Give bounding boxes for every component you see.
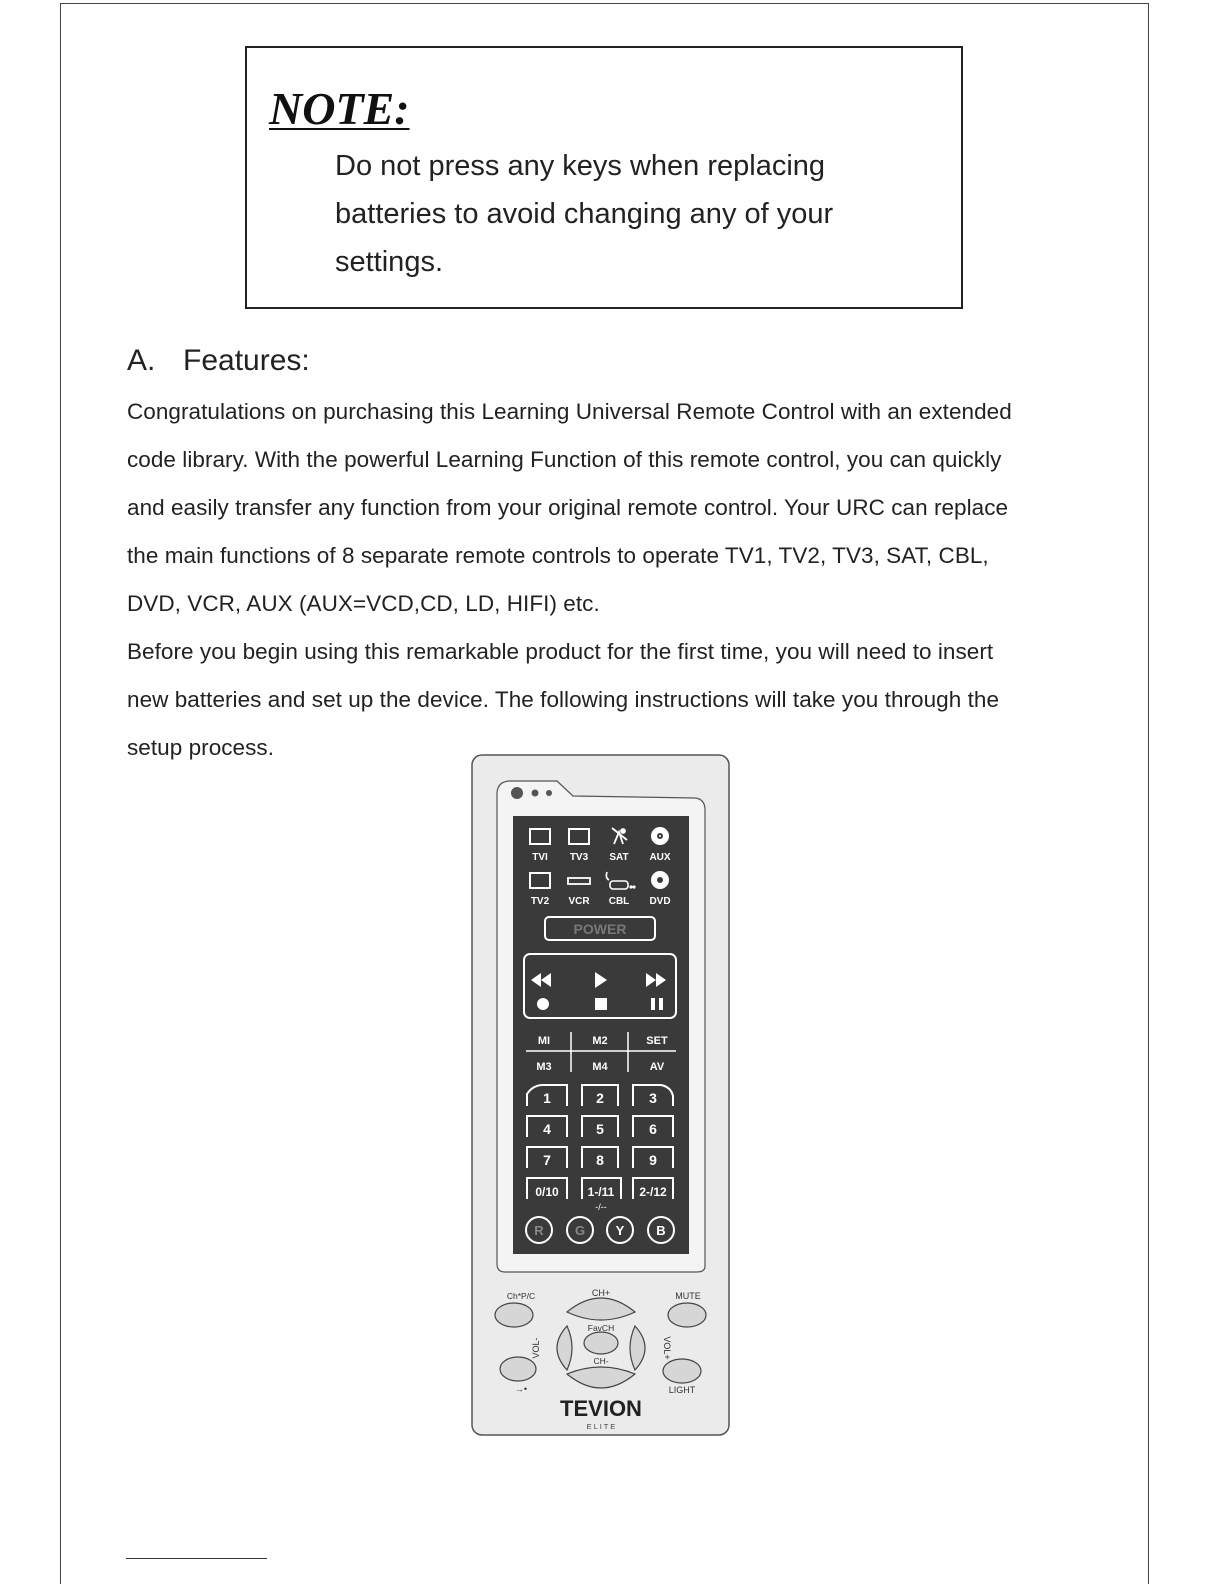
device-label: SAT: [609, 852, 629, 863]
note-line-2: batteries to avoid changing any of your: [335, 198, 834, 230]
color-key-label: R: [534, 1223, 544, 1238]
brand-logo: TEVION: [560, 1396, 642, 1421]
indicator-led-icon: [546, 790, 552, 796]
set-key: SET: [646, 1035, 668, 1047]
device-label: CBL: [608, 896, 630, 907]
digit-label: 2: [596, 1090, 604, 1106]
color-key-label: Y: [615, 1223, 625, 1238]
macro-key: MI: [537, 1035, 551, 1047]
macro-key: M3: [536, 1061, 552, 1073]
av-key: AV: [649, 1061, 665, 1073]
color-key-label: B: [656, 1223, 666, 1238]
paragraph-line: new batteries and set up the device. The following instructions will take you through the: [127, 687, 1000, 712]
note-title: NOTE:: [269, 83, 410, 134]
digit-label: 1: [543, 1090, 551, 1106]
pause-icon: [651, 998, 655, 1010]
power-label: POWER: [573, 921, 627, 937]
footnote-rule: [126, 1558, 267, 1559]
ch-plus-label: CH+: [591, 1288, 611, 1298]
page-border-right: [1148, 3, 1149, 1584]
digit-label: 4: [543, 1121, 551, 1137]
ch-minus-label: CH-: [593, 1356, 609, 1366]
mute-button: [668, 1303, 706, 1327]
macro-key: M2: [592, 1035, 608, 1047]
ch-pc-label: Ch*P/C: [506, 1291, 536, 1301]
note-line-1: Do not press any keys when replacing: [335, 150, 826, 182]
disc-icon: [651, 827, 669, 845]
digit-label: 9: [649, 1152, 657, 1168]
section-title: Features:: [183, 344, 310, 377]
paragraph-line: Before you begin using this remarkable product for the first time, you will need to insert: [127, 639, 994, 664]
pause-icon: [659, 998, 663, 1010]
paragraph-line: Congratulations on purchasing this Learning Universal Remote Control with an extended: [127, 399, 1012, 424]
special-key-label: 2-/12: [639, 1185, 667, 1199]
light-label: LIGHT: [668, 1385, 696, 1395]
paragraph-line: DVD, VCR, AUX (AUX=VCD,CD, LD, HIFI) etc.: [127, 591, 600, 616]
color-key-label: G: [574, 1223, 586, 1238]
note-line-3: settings.: [335, 246, 443, 278]
device-label: VCR: [568, 896, 590, 907]
section-number: A.: [127, 344, 156, 377]
device-label: TV2: [530, 896, 550, 907]
device-label: TV3: [569, 852, 589, 863]
favch-button: [584, 1332, 618, 1354]
page-border-left: [60, 3, 61, 1584]
remote-control-illustration: [471, 754, 731, 1437]
paragraph-line: and easily transfer any function from your original remote control. Your URC can replace: [127, 495, 1009, 520]
record-icon: [537, 998, 549, 1010]
device-label: AUX: [649, 852, 671, 863]
device-label: TVI: [532, 852, 548, 863]
special-key-label: 0/10: [535, 1185, 559, 1199]
paragraph-line: the main functions of 8 separate remote controls to operate TV1, TV2, TV3, SAT, CBL,: [127, 543, 989, 568]
stop-icon: [595, 998, 607, 1010]
page-border-top: [60, 3, 1149, 4]
vol-minus-label: VOL-: [531, 1337, 541, 1359]
digit-label: 5: [596, 1121, 604, 1137]
mute-label: MUTE: [675, 1291, 701, 1301]
digit-label: 7: [543, 1152, 551, 1168]
paragraph-line: setup process.: [127, 735, 275, 760]
paragraph-line: code library. With the powerful Learning Function of this remote control, you can quickly: [127, 447, 1002, 472]
indicator-led-icon: [532, 790, 539, 797]
digit-label: 6: [649, 1121, 657, 1137]
brand-subtitle: E L I T E: [586, 1422, 616, 1431]
ir-led-icon: [511, 787, 523, 799]
arrow-label: →•: [514, 1384, 528, 1394]
arrow-button: [500, 1357, 536, 1381]
digit-label: 8: [596, 1152, 604, 1168]
device-label: DVD: [649, 896, 671, 907]
dash-label: -/--: [595, 1202, 607, 1212]
digit-label: 3: [649, 1090, 657, 1106]
favch-label: FavCH: [587, 1323, 615, 1333]
dvd-disc-icon: [651, 871, 669, 889]
section-heading: [127, 344, 310, 378]
ch-pc-button: [495, 1303, 533, 1327]
note-box: [245, 46, 963, 309]
vol-plus-label: VOL+: [662, 1336, 672, 1360]
light-button: [663, 1359, 701, 1383]
macro-key: M4: [592, 1061, 608, 1073]
special-key-label: 1-/11: [587, 1185, 615, 1199]
